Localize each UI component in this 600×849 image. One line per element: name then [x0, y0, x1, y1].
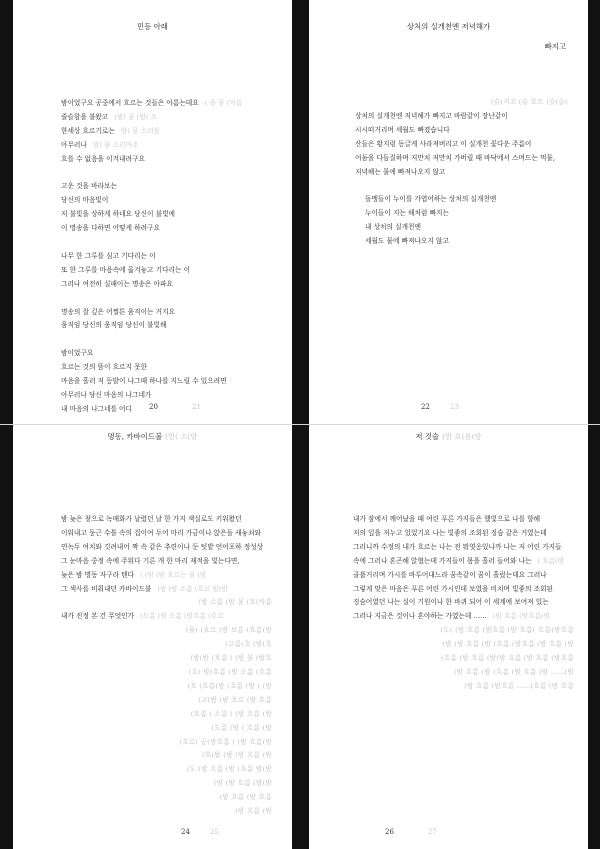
poem-title-text: 명동, 카바이드불: [107, 432, 163, 441]
poem-line-text: 돌멩들이 누이를 가엽어하는 상처의 실개천엔: [365, 195, 497, 204]
poem-line: [61, 583, 272, 597]
poem-line-text: 그 눈마음 중정 속에 주워다 기른 개 한 마리 재적을 빛는다면,: [61, 556, 240, 565]
poem-line: [61, 569, 272, 583]
show-through-text: (흐( 밤(흐름 (밤 소름 (흐름: [188, 667, 272, 676]
poem-line: [353, 555, 574, 569]
book-page-24: [13, 425, 292, 849]
show-through-text: ( 즐 물 (아름: [204, 99, 243, 107]
show-through-text: (밤 흐름 (밤: [235, 807, 272, 816]
poem-line: [353, 638, 574, 652]
poem-line: [355, 193, 568, 207]
poem-body: [61, 513, 272, 819]
poem-line-text: 내가 잠에서 깨어났을 때 여린 푸른 가지들은 했빛으로 나를 향해: [353, 515, 541, 523]
show-through-text: (흐(밤 (밤 (밤 흐름 (밤: [202, 751, 272, 760]
poem-line-text: 저 불빛을 상하게 하네요 당신이 불빛에: [61, 210, 175, 219]
poem-line-text: 밤 늦은 창으로 녹매화가 날렸던 날 한 가지 색실로도 키워왔던: [61, 515, 242, 523]
show-through-text: (흐름 (밤 흐름 (밤(밤 흐름 (밤 흐름 (밤흐름: [440, 654, 574, 663]
show-through-text: (밤 소름 (밤 물 (흐(아름: [198, 598, 272, 607]
show-through-text: 밤( 물 소리마주: [92, 140, 139, 149]
poem-line: [61, 194, 272, 208]
poem-line: [61, 389, 272, 403]
page-number: [181, 828, 219, 836]
show-through-text: (밤 흐름 (밤흐름(밤: [492, 612, 551, 621]
poem-line: [355, 96, 568, 110]
poem-line: [61, 513, 272, 527]
page-number: [421, 403, 459, 411]
poem-line-text: 밤이었구요 공중에서 흐르는 것들은 아름는데요: [61, 99, 199, 107]
show-through-text: ( (밤 (밤 흐르는 물 (밤: [140, 570, 207, 579]
poem-title-ghost: (밤( 소(밤: [165, 432, 198, 441]
poem-line: [61, 652, 272, 666]
poem-line: [353, 541, 574, 555]
poem-line-text: 내 상처의 실개천엔: [365, 223, 421, 232]
poem-line-text: 마음을 흘러 저 등밭이 나그때 하나를 지느릴 수 있으려면: [61, 377, 227, 386]
poem-line-text: 상처의 실개천엔 저녁해가 빠지고 바람같이 장난같이: [355, 111, 508, 120]
poem-line: [61, 139, 272, 153]
show-through-text: (흐르( 공(밤흐름 ( (밤 흐름(밤: [179, 737, 272, 746]
poem-line-text: 아무러나 당신 마음의 나그네가: [61, 390, 152, 399]
poem-line-text: 흐를 수 없음을 이겨내려구요: [61, 154, 145, 163]
poem-line-text: 시시떠거리며 세월도 빠졌습니다: [355, 125, 450, 134]
poem-line-text: 그러나 지금은 것이나 혼야하는 가였는데 ……: [353, 612, 487, 621]
poem-line: [61, 278, 272, 292]
poem-line: [61, 319, 272, 333]
poem-line: [355, 124, 568, 138]
poem-line: [61, 708, 272, 722]
poem-line-text: 그 색사를 비춰내던 카바이드불: [61, 584, 152, 593]
poem-title: [13, 431, 292, 442]
poem-line-text: 즐슬함을 불왔고: [61, 112, 109, 121]
poem-line-text: 징슴어였던 나는 실이 기원이나 한 바퀴 되어 이 세계에 보여져 있는: [353, 598, 549, 607]
poem-line-text: 고운 것을 바라보는: [61, 182, 117, 191]
poem-line-text: 흐르는 것의 뜸이 흐르지 못한: [61, 363, 148, 372]
poem-line: [61, 791, 272, 805]
poem-line-text: 움직임 당신의 움직임 당신이 불빛해: [61, 321, 167, 330]
poem-line-text: 밤이었구요: [61, 349, 94, 358]
show-through-text: (고(밤 (밤 흐르 (밤 흐름: [198, 695, 272, 704]
poem-line-text: 저녁해는 물에 빠져나오지 않고: [355, 167, 446, 176]
poem-line: [353, 624, 574, 638]
poem-line: [355, 110, 568, 124]
show-through-text: (도름 (밤 ( 흐름 (밤: [211, 723, 272, 732]
poem-line: [61, 222, 272, 236]
poem-line: [61, 153, 272, 167]
poem-line: [355, 235, 568, 249]
show-through-text: (밤(밤 (흐름 ( (밤 물 (밤흐: [190, 654, 272, 663]
poem-body: [353, 513, 574, 694]
stanza-break: [61, 236, 272, 250]
poem-line: [61, 736, 272, 750]
page-number-ghost: 21: [191, 403, 201, 411]
poem-line-text: 저의 잎을 저누고 있었기요 나는 빛좋의 조회된 징슴 같은 거였는데: [353, 528, 547, 537]
poem-line: [353, 583, 574, 597]
poem-title: 상처의 실개천엔 저녁해가: [406, 22, 491, 31]
stanza-break: [355, 179, 568, 193]
poem-line-text: 또 한 그루를 마음속에 옮겨놓고 기다리는 이: [61, 265, 191, 274]
poem-line-text: 내가 진정 본 건 무엇인가: [61, 612, 135, 621]
poem-line-text: 세월도 물에 빠져나오지 않고: [365, 237, 449, 246]
page-number-value: 26: [385, 828, 394, 836]
show-through-text: (물( (흐르 (밤 보름 (흐름(밤: [185, 626, 272, 635]
poem-line-text: 이워내고 둥근 수틀 속의 집이여 두어 마리 가금이나 앉은돌 새놓쇠와: [61, 528, 262, 537]
poem-line-text: 아무러나: [61, 140, 87, 149]
poem-line-text: 명송의 잘 깊은 어쩔튼 움직이는 거지요: [61, 307, 175, 316]
stanza-break: [61, 292, 272, 306]
poem-line: [61, 208, 272, 222]
poem-line-text: 어둠을 다듬질하며 저만치 저만치 가버릴 때 바닥에서 스며드는 먹물,: [355, 153, 556, 162]
poem-line: [353, 513, 574, 527]
poem-line: [61, 749, 272, 763]
poem-line: [61, 527, 272, 541]
poem-line: [61, 624, 272, 638]
poem-line: [61, 180, 272, 194]
page-number-ghost: 23: [449, 403, 459, 411]
poem-title-continued: 빠지고: [544, 42, 566, 51]
show-through-text: (밤 (밤 흐름 (밤 (흐름 (밤흐름 (밤 흐름 (밤: [442, 640, 574, 649]
show-through-text: (밤 흐름 (밤 흐름: [219, 793, 272, 802]
show-through-text: (도( (밤 흐름 (밤흐름 (밤 흐름( 흐름(밤흐름: [440, 626, 574, 635]
poem-line-text: 연녹두 여치와 깃려내어 짝 속 같은 추련이나 둔 텃밭 언어포하 정성상: [61, 542, 264, 551]
show-through-text: (밤 흐름 (밤흐름 ……(흐름 (밤 흐름: [464, 681, 574, 690]
poem-line: [61, 610, 272, 624]
poem-line-text: 누이들이 지는 해처럼 빠지는: [365, 209, 449, 218]
poem-body: [61, 97, 272, 417]
page-row-separator: [0, 424, 600, 425]
poem-line: [355, 166, 568, 180]
poem-line: [61, 763, 272, 777]
poem-line: [61, 361, 272, 375]
poem-line: [353, 527, 574, 541]
poem-line: [61, 97, 272, 111]
poem-line: [61, 596, 272, 610]
page-number-value: 24: [181, 828, 190, 836]
book-page-20: [13, 0, 292, 424]
show-through-text: (밤 (밤 흐름 (밤(밤: [213, 779, 272, 788]
poem-line-text: 당신의 마음빛이: [61, 196, 109, 205]
poem-line-text: 그러나 여전히 실패이는 명송은 아파요: [61, 279, 173, 288]
poem-line: [61, 250, 272, 264]
show-through-text: 밤( 물 소리를: [120, 126, 160, 135]
poem-line: [61, 680, 272, 694]
show-through-text: (슬(지고 (슬 흐트 (슬(슬(: [490, 98, 568, 106]
page-number-ghost: 27: [427, 828, 437, 836]
poem-body: [355, 96, 568, 249]
poem-title-text: 저 것술: [415, 432, 440, 441]
poem-line-text: 한세상 흐르기로는: [61, 126, 115, 135]
poem-line: [61, 694, 272, 708]
poem-line: [61, 541, 272, 555]
page-number: [385, 828, 437, 836]
show-through-text: (도 (밤 흐름 (밤 (흐름 밤(밤: [186, 765, 272, 774]
poem-line: [355, 152, 568, 166]
poem-line: [61, 306, 272, 320]
page-number-ghost: 25: [209, 828, 219, 836]
show-through-text: (고름(흐 (밤(흐: [225, 640, 272, 649]
poem-line: [61, 555, 272, 569]
show-through-text: (흐름 ( 소름 ( (밤 흐름 (밤: [190, 709, 272, 718]
poem-line: [61, 638, 272, 652]
poem-line-text: 골룹거리며 가시를 바투어내느라 꿈속같이 꿈이 흘렀는데요 그러나: [353, 570, 547, 579]
poem-line: [61, 111, 272, 125]
poem-line: [355, 221, 568, 235]
poem-line-text: 나무 한 그루를 심고 기다리는 이: [61, 251, 156, 260]
book-page-22: [309, 0, 588, 424]
poem-line: [353, 610, 574, 624]
poem-line: [61, 347, 272, 361]
poem-line: [61, 264, 272, 278]
poem-line: [353, 569, 574, 583]
poem-line-text: 늦은 밤 명동 자구라 텐다: [61, 570, 135, 579]
poem-line-text: 그렇게 맞은 마음은 푸른 어린 가시인데 보였을 비치며 빛좋의 조회된: [353, 584, 554, 593]
poem-title: [309, 431, 588, 442]
poem-line: [353, 680, 574, 694]
poem-title: 민등 아래: [137, 22, 168, 31]
page-number: [149, 403, 201, 411]
poem-line: [355, 138, 568, 152]
show-through-text: (밤 (밤 소름 (흐르 밤(밤: [157, 584, 228, 593]
poem-line: [61, 666, 272, 680]
poem-line-text: 이 명송을 다하면 어떻게 하려구요: [61, 224, 160, 233]
page-number-value: 20: [149, 403, 158, 411]
show-through-text: (밤 흐름 (밤 (흐름 (밤 흐름 (밤 ……(밤: [453, 667, 574, 676]
poem-line-text: 산들은 황지렁 동글게 사라져버리고 이 실개천 꽃다운 주름이: [355, 139, 532, 148]
poem-line-text: 그러니까 수정의 내가 흐르는 나는 전 뭐엿옹있나까 나는 저 어린 가지들: [353, 542, 562, 551]
stanza-break: [61, 167, 272, 181]
page-number-value: 22: [421, 403, 430, 411]
poem-line: [353, 666, 574, 680]
poem-line: [61, 125, 272, 139]
poem-line: [353, 596, 574, 610]
show-through-text: (밤( 물 (밤( 즈: [114, 112, 158, 121]
show-through-text: (흐 (흐름(밤 (흐름 (밤 ( (밤: [187, 681, 272, 690]
poem-line: [355, 207, 568, 221]
poem-line: [61, 805, 272, 819]
poem-line: [61, 375, 272, 389]
poem-title-ghost: (밤 흐(름(밤: [442, 432, 482, 441]
show-through-text: ( 흐름(밤: [537, 556, 565, 565]
poem-line: [353, 652, 574, 666]
poem-line: [61, 777, 272, 791]
stanza-break: [61, 333, 272, 347]
poem-line-text: 내 마음의 나그네를 어디: [61, 404, 132, 413]
show-through-text: (도름 (밤 소름 (밤흐름 (흐르: [140, 612, 224, 621]
poem-line: [61, 722, 272, 736]
book-page-26: [309, 425, 588, 849]
poem-line-text: 속에 그러나 혼곤해 앉혔는데 가지들이 몸을 흘러 들어와 나는: [353, 556, 532, 565]
